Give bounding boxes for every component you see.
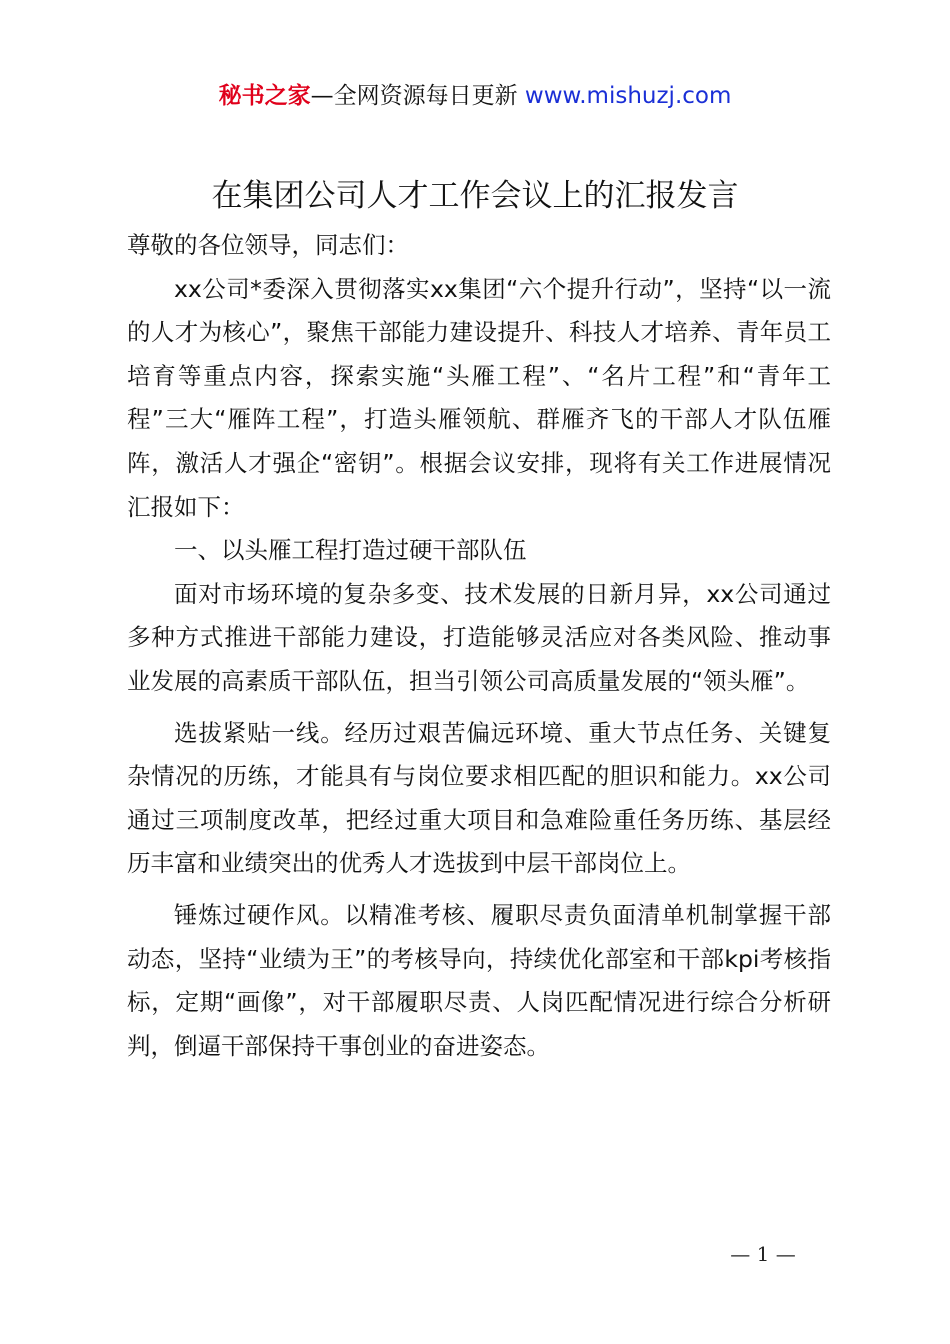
salutation: 尊敬的各位领导，同志们： (127, 231, 409, 259)
body-paragraph: 锤炼过硬作风。以精准考核、履职尽责负面清单机制掌握干部动态，坚持“业绩为王”的考核导向，持续优化部室和干部kpi考核指标，定期“画像”，对干部履职尽责、人岗匹配情况进行综合分析研判，倒逼干部保持干事创业的奋进姿态。 (127, 900, 831, 1060)
section-heading: 一、以头雁工程打造过硬干部队伍 (174, 536, 527, 565)
document-title: 在集团公司人才工作会议上的汇报发言 (211, 178, 739, 214)
site-url-link[interactable]: www.mishuzj.com (524, 83, 732, 109)
header-tagline: —全网资源每日更新 (310, 83, 525, 109)
brand-name: 秘书之家 (218, 83, 311, 109)
body-paragraph: 面对市场环境的复杂多变、技术发展的日新月异，xx公司通过多种方式推进干部能力建设，打造能够灵活应对各类风险、推动事业发展的高素质干部队伍，担当引领公司高质量发展的“领头雁”。 (127, 579, 831, 695)
document-body (127, 224, 831, 1068)
body-paragraph: 选拔紧贴一线。经历过艰苦偏远环境、重大节点任务、关键复杂情况的历练，才能具有与岗位要求相匹配的胆识和能力。xx公司通过三项制度改革，把经过重大项目和急难险重任务历练、基层经历丰富和业绩突出的优秀人才选拔到中层干部岗位上。 (127, 718, 831, 878)
site-header (0, 80, 950, 112)
page-number: — 1 — (730, 1242, 796, 1266)
intro-paragraph: xx公司*委深入贯彻落实xx集团“六个提升行动”，坚持“以一流的人才为核心”，聚焦干部能力建设提升、科技人才培养、青年员工培育等重点内容，探索实施“头雁工程”、“名片工程”和“青年工程”三大“雁阵工程”，打造头雁领航、群雁齐飞的干部人才队伍雁阵，激活人才强企“密钥”。根据会议安排，现将有关工作进展情况汇报如下： (127, 274, 831, 521)
